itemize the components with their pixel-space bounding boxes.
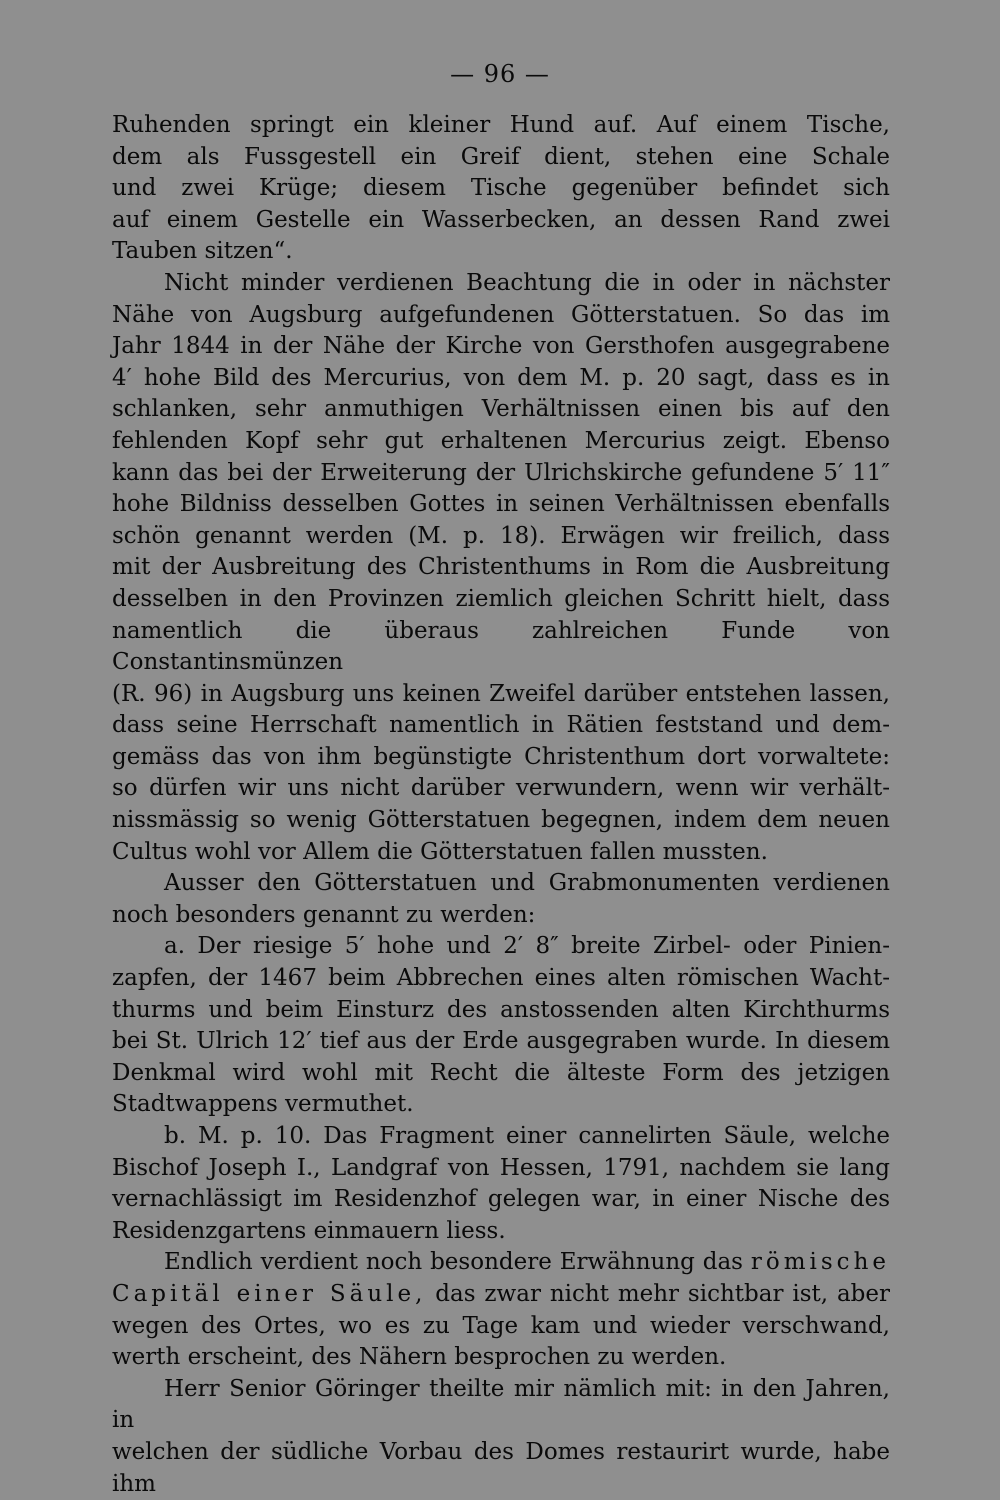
text-line: Cultus wohl vor Allem die Götterstatuen fallen mussten. [112, 838, 768, 865]
text-line: (R. 96) in Augsburg uns keinen Zweifel darüber entstehen lassen, [112, 680, 890, 707]
text-line: dass seine Herrschaft namentlich in Rätien feststand und dem- [112, 712, 890, 739]
text-line: wegen des Ortes, wo es zu Tage kam und wieder verschwand, [112, 1312, 890, 1339]
list-item-a [112, 931, 890, 1121]
text-line: Nähe von Augsburg aufgefundenen Götterstatuen. So das im [112, 301, 890, 328]
text-line [112, 1247, 890, 1279]
paragraph-goeringer [112, 1374, 890, 1500]
text-line: zapfen, der 1467 beim Abbrechen eines alten römischen Wacht- [112, 965, 890, 992]
text-line [112, 1279, 890, 1311]
text-line: kann das bei der Erweiterung der Ulrichskirche gefundene 5′ 11″ [112, 459, 890, 486]
text-line: mit der Ausbreitung des Christenthums in Rom die Ausbreitung [112, 554, 890, 581]
text-line: hohe Bildniss desselben Gottes in seinen Verhältnissen ebenfalls [112, 491, 890, 518]
text-line: b. M. p. 10. Das Fragment einer cannelirten Säule, welche [164, 1123, 890, 1149]
text-line: und zwei Krüge; diesem Tische gegenüber befindet sich [112, 175, 890, 202]
text-line: Stadtwappens vermuthet. [112, 1091, 414, 1118]
text-line: vernachlässigt im Residenzhof gelegen war, in einer Nische des [112, 1186, 890, 1213]
text-line: desselben in den Provinzen ziemlich gleichen Schritt hielt, dass [112, 585, 890, 612]
paragraph-continuation [112, 110, 890, 268]
text-line: Ruhenden springt ein kleiner Hund auf. Auf einem Tische, [112, 112, 890, 138]
list-item-b [112, 1121, 890, 1247]
text-line: Residenzgartens einmauern liess. [112, 1217, 506, 1244]
text-line: fehlenden Kopf sehr gut erhaltenen Mercurius zeigt. Ebenso [112, 427, 890, 454]
text-line: werth erscheint, des Nähern besprochen zu werden. [112, 1344, 727, 1371]
text-line: thurms und beim Einsturz des anstossenden alten Kirchthurms [112, 996, 890, 1023]
text-line: noch besonders genannt zu werden: [112, 901, 536, 928]
text-line: Ausser den Götterstatuen und Grabmonumenten verdienen [164, 870, 890, 897]
text-line: Herr Senior Göringer theilte mir nämlich mit: in den Jahren, in [112, 1375, 890, 1434]
text-line: auf einem Gestelle ein Wasserbecken, an dessen Rand zwei [112, 206, 890, 233]
text-line: Bischof Joseph I., Landgraf von Hessen, 1791, nachdem sie lang [112, 1154, 890, 1181]
text-line: bei St. Ulrich 12′ tief aus der Erde ausgegraben wurde. In diesem [112, 1028, 890, 1055]
text-line: schlanken, sehr anmuthigen Verhältnissen einen bis auf den [112, 396, 890, 423]
paragraph-ausser [112, 868, 890, 931]
emphasis-spaced: römische [750, 1249, 890, 1276]
page-number: — 96 — [450, 60, 550, 88]
text-line: Tauben sitzen“. [112, 238, 293, 265]
text-line: so dürfen wir uns nicht darüber verwundern, wenn wir verhält- [112, 775, 890, 802]
paragraph-goetterstatuen [112, 268, 890, 868]
emphasis-spaced: Capitäl einer Säule, [112, 1280, 427, 1307]
text-line: gemäss das von ihm begünstigte Christenthum dort vorwaltete: [112, 743, 890, 770]
text-line: Nicht minder verdienen Beachtung die in oder in nächster [164, 269, 890, 296]
text-line: welchen der südliche Vorbau des Domes restaurirt wurde, habe ihm [112, 1438, 890, 1497]
text-line: dem als Fussgestell ein Greif dient, stehen eine Schale [112, 143, 890, 170]
text-line: Denkmal wird wohl mit Recht die älteste Form des jetzigen [112, 1059, 890, 1086]
text-span: das zwar nicht mehr sichtbar ist, aber [426, 1280, 890, 1307]
text-line: namentlich die überaus zahlreichen Funde von Constantinsmünzen [112, 617, 890, 676]
page-body [112, 110, 890, 1500]
text-line: nissmässig so wenig Götterstatuen begegnen, indem dem neuen [112, 807, 890, 834]
text-line: 4′ hohe Bild des Mercurius, von dem M. p. 20 sagt, dass es in [112, 364, 890, 391]
text-span: Endlich verdient noch besondere Erwähnung das [164, 1249, 751, 1276]
text-line: schön genannt werden (M. p. 18). Erwägen wir freilich, dass [112, 522, 890, 549]
text-line: Jahr 1844 in der Nähe der Kirche von Gersthofen ausgegrabene [112, 333, 890, 360]
text-line: a. Der riesige 5′ hohe und 2′ 8″ breite Zirbel- oder Pinien- [164, 933, 890, 960]
paragraph-capitaell [112, 1247, 890, 1373]
